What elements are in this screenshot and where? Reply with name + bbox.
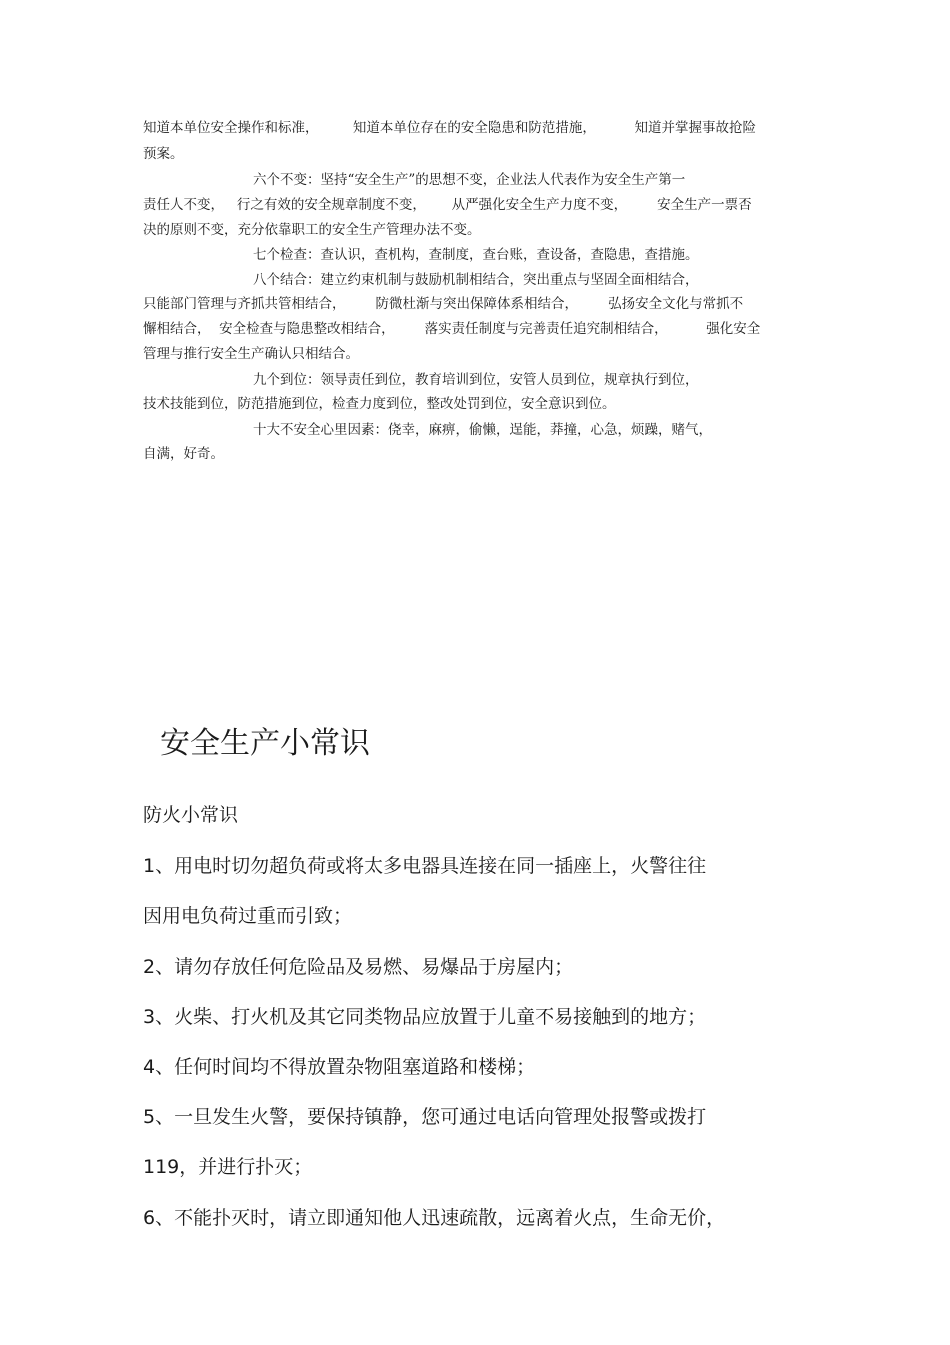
section-subtitle: 防火小常识 (143, 804, 239, 826)
text-line: 责任人不变， 行之有效的安全规章制度不变， 从严强化安全生产力度不变， 安全生产一票否 (143, 197, 752, 213)
list-item: 3、火柴、打火机及其它同类物品应放置于儿童不易接触到的地方； (143, 1006, 707, 1028)
text-line: 预案。 (143, 146, 184, 162)
text-line: 九个到位：领导责任到位，教育培训到位，安管人员到位，规章执行到位， (253, 372, 699, 388)
text-line: 七个检查：查认识，查机构，查制度，查台账，查设备，查隐患，查措施。 (253, 247, 699, 263)
text-line: 技术技能到位，防范措施到位，检查力度到位，整改处罚到位，安全意识到位。 (143, 396, 616, 412)
text-line: 自满，好奇。 (143, 446, 224, 462)
text-line: 知道本单位安全操作和标准， 知道本单位存在的安全隐患和防范措施， 知道并掌握事故抢险 (143, 120, 756, 136)
list-item: 4、任何时间均不得放置杂物阻塞道路和楼梯； (143, 1056, 536, 1078)
section-title: 安全生产小常识 (160, 726, 370, 761)
list-item: 2、请勿存放任何危险品及易燃、易爆品于房屋内； (143, 956, 574, 978)
list-item: 1、用电时切勿超负荷或将太多电器具连接在同一插座上，火警往往 (143, 855, 707, 877)
list-item: 5、一旦发生火警，要保持镇静，您可通过电话向管理处报警或拨打 (143, 1106, 707, 1128)
text-line: 十大不安全心里因素：侥幸，麻痹，偷懒，逞能，莽撞，心急，烦躁，赌气， (253, 422, 712, 438)
list-item: 6、不能扑灭时，请立即通知他人迅速疏散，远离着火点，生命无价， (143, 1207, 726, 1229)
list-item: 119，并进行扑灭； (143, 1156, 313, 1178)
text-line: 决的原则不变，充分依靠职工的安全生产管理办法不变。 (143, 222, 481, 238)
text-line: 懈相结合， 安全检查与隐患整改相结合， 落实责任制度与完善责任追究制相结合， 强化安全 (143, 321, 761, 337)
list-item: 因用电负荷过重而引致； (143, 905, 353, 927)
text-line: 六个不变：坚持“安全生产”的思想不变，企业法人代表作为安全生产第一 (253, 172, 686, 188)
text-line: 八个结合：建立约束机制与鼓励机制相结合，突出重点与坚固全面相结合， (253, 272, 699, 288)
text-line: 只能部门管理与齐抓共管相结合， 防微杜渐与突出保障体系相结合， 弘扬安全文化与常抓不 (143, 296, 744, 312)
text-line: 管理与推行安全生产确认只相结合。 (143, 346, 359, 362)
